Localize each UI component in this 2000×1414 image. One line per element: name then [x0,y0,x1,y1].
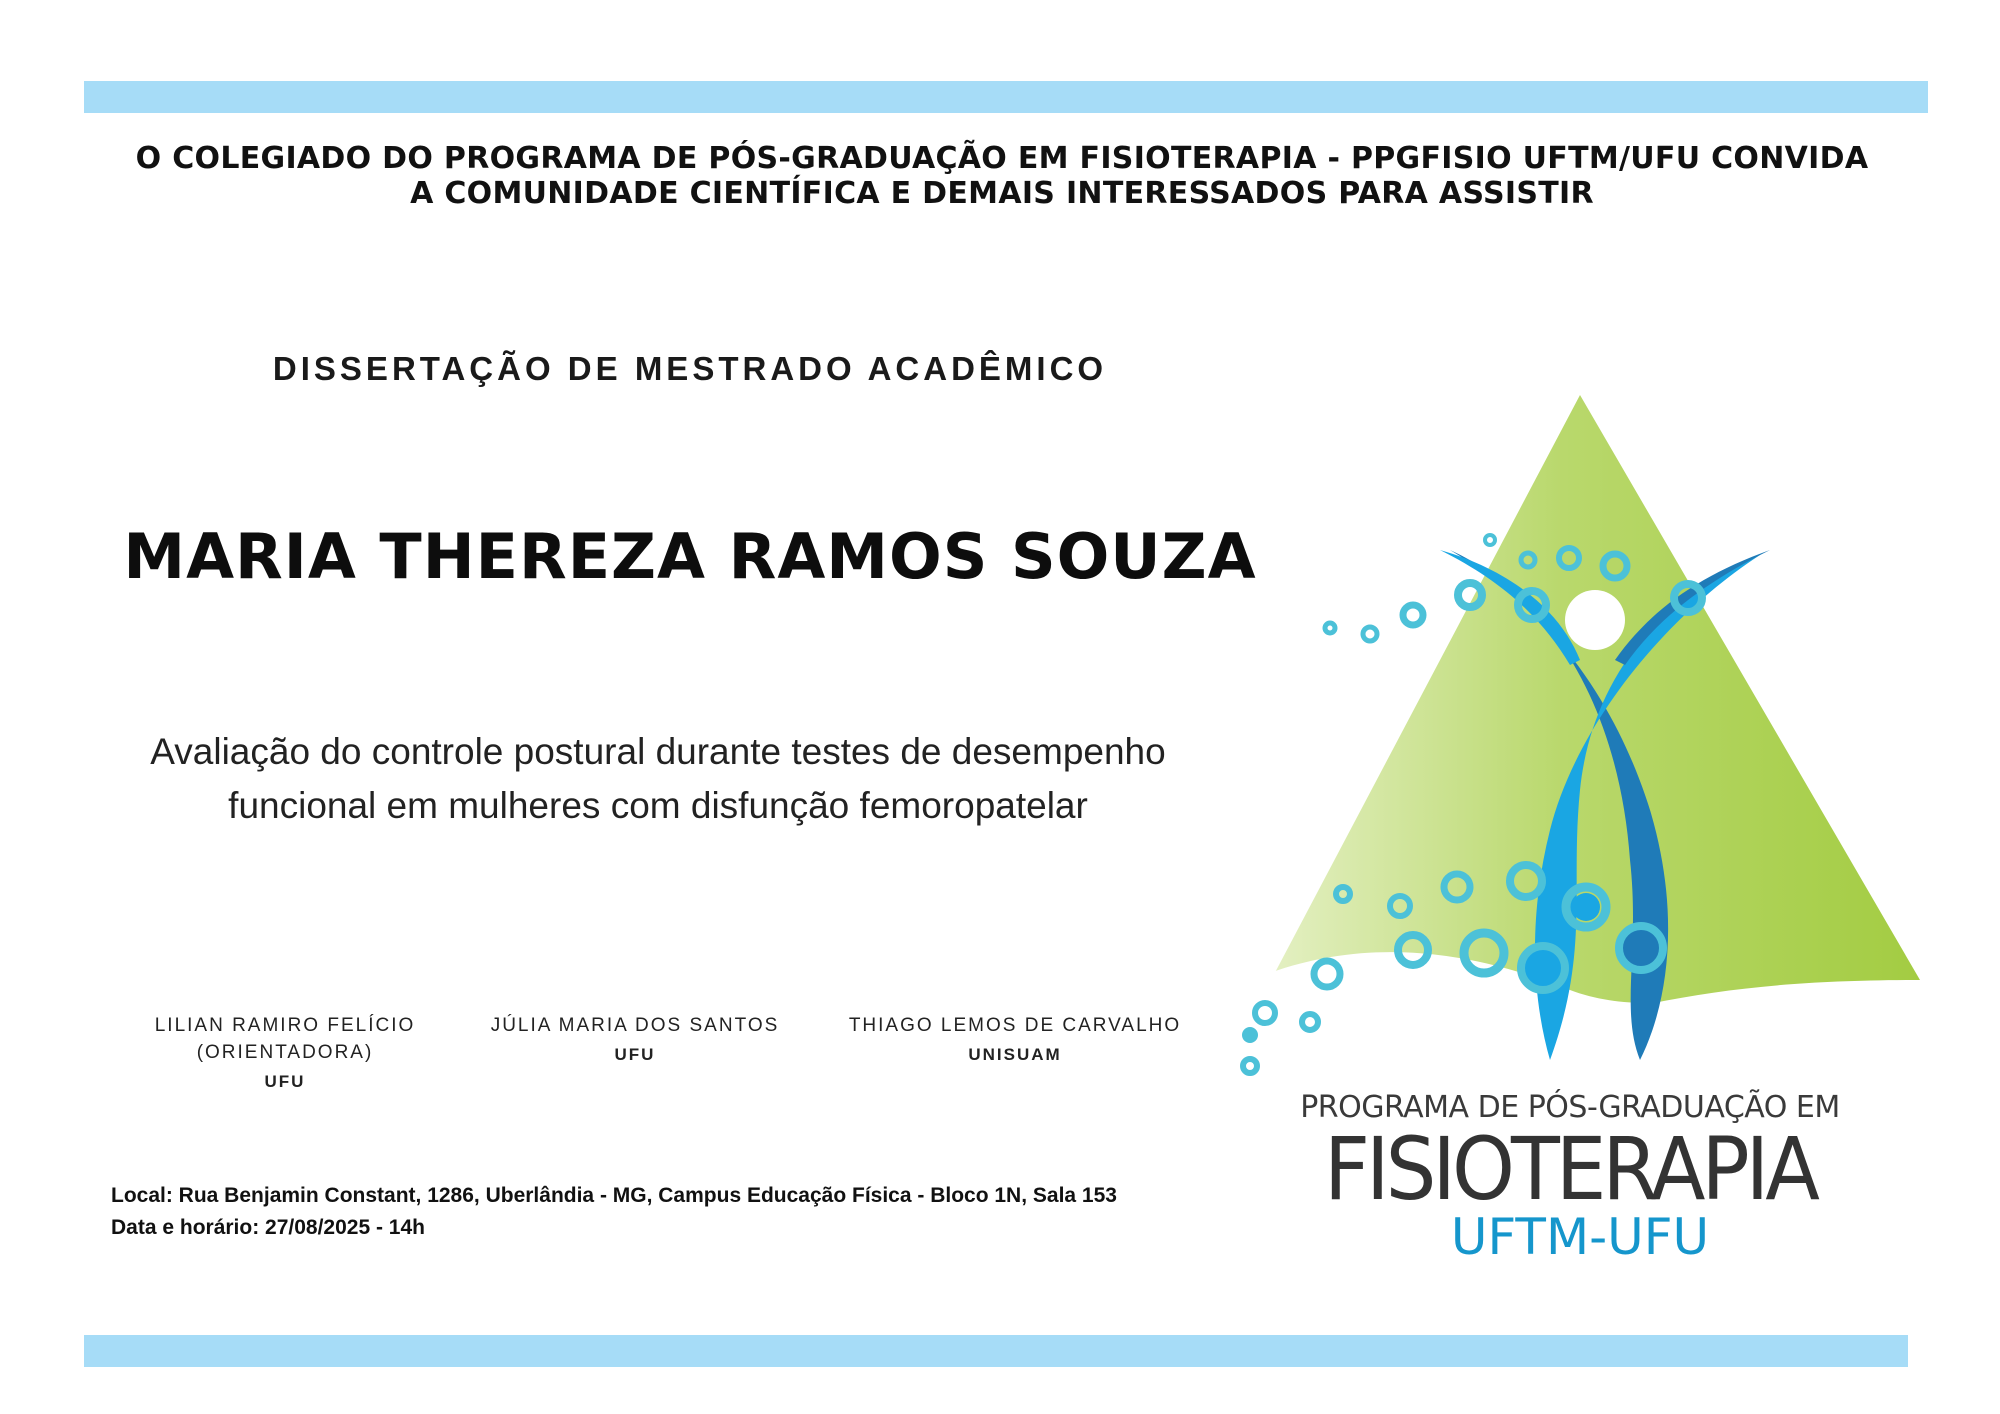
logo-main-word: FISIOTERAPIA [1324,1119,1816,1220]
event-location: Local: Rua Benjamin Constant, 1286, Uberlândia - MG, Campus Educação Física - Bloco 1N, Sala 153 [111,1184,1117,1207]
header-line-1: O COLEGIADO DO PROGRAMA DE PÓS-GRADUAÇÃO EM FISIOTERAPIA - PPGFISIO UFTM/UFU CONVIDA [135,141,1869,176]
top-decorative-bar [84,81,1928,113]
event-datetime: Data e horário: 27/08/2025 - 14h [111,1216,425,1239]
board-member-name: THIAGO LEMOS DE CARVALHO [848,1015,1182,1036]
board-member-3 [840,1012,1190,1065]
bottom-decorative-bar [84,1335,1908,1367]
figure-head-shape [1565,590,1625,650]
board-member-role: (ORIENTADORA) [196,1042,374,1063]
thesis-title-line-1: Avaliação do controle postural durante testes de desempenho [150,731,1166,772]
board-member-institution: UFU [614,1045,656,1064]
logo-program-line: PROGRAMA DE PÓS-GRADUAÇÃO EM [1300,1090,1840,1125]
thesis-title-line-2: funcional em mulheres com disfunção femoropatelar [228,785,1088,826]
invitation-header [84,141,1920,211]
board-member-institution: UFU [264,1072,306,1091]
board-member-name: JÚLIA MARIA DOS SANTOS [490,1015,780,1036]
program-logo-graphic [1230,390,1930,1080]
document-type-title: DISSERTAÇÃO DE MESTRADO ACADÊMICO [272,350,1108,387]
board-member-1 [140,1012,430,1092]
header-line-2: A COMUNIDADE CIENTÍFICA E DEMAIS INTERESSADOS PARA ASSISTIR [410,176,1594,211]
event-info [111,1180,1117,1244]
candidate-name: MARIA THEREZA RAMOS SOUZA [123,520,1257,593]
board-member-2 [470,1012,800,1065]
board-member-institution: UNISUAM [968,1045,1062,1064]
board-member-name: LILIAN RAMIRO FELÍCIO [154,1015,416,1036]
logo-sub-word: UFTM-UFU [1450,1208,1710,1266]
thesis-title [100,725,1216,833]
